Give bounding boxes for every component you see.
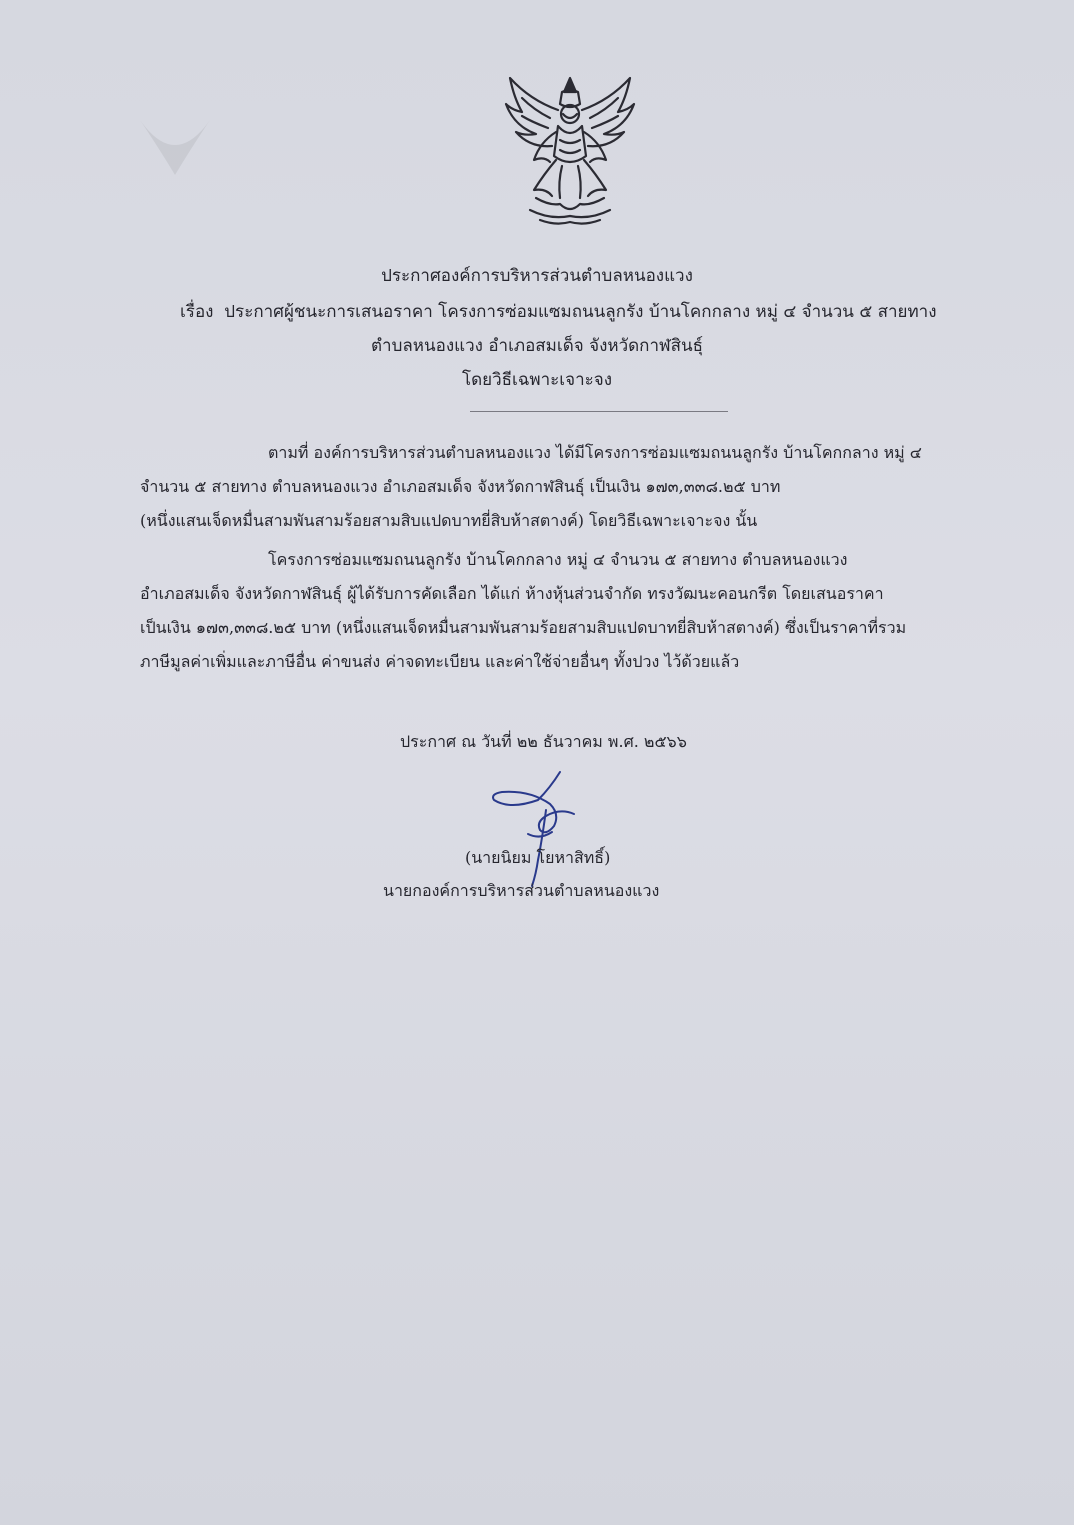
subject-text: ประกาศผู้ชนะการเสนอราคา โครงการซ่อมแซมถนนลูกรัง บ้านโคกกลาง หมู่ ๔ จำนวน ๕ สายทาง (224, 302, 937, 322)
document-title: ประกาศองค์การบริหารส่วนตำบลหนองแวง (381, 266, 693, 286)
signatory-position: นายกองค์การบริหารส่วนตำบลหนองแวง (383, 881, 660, 900)
paragraph1-line1: ตามที่ องค์การบริหารส่วนตำบลหนองแวง ได้มีโครงการซ่อมแซมถนนลูกรัง บ้านโคกกลาง หมู่ ๔ (268, 443, 922, 462)
paragraph2-line1: โครงการซ่อมแซมถนนลูกรัง บ้านโคกกลาง หมู่ ๔ จำนวน ๕ สายทาง ตำบลหนองแวง (268, 550, 848, 569)
signatory-name: (นายนิยม โยหาสิทธิ์) (465, 848, 611, 867)
announcement-date: ประกาศ ณ วันที่ ๒๒ ธันวาคม พ.ศ. ๒๕๖๖ (400, 732, 687, 751)
bleed-through-mark (130, 110, 220, 180)
garuda-emblem-icon (500, 70, 640, 230)
subject-method: โดยวิธีเฉพาะเจาะจง (461, 370, 613, 390)
paragraph1-line2: จำนวน ๕ สายทาง ตำบลหนองแวง อำเภอสมเด็จ จังหวัดกาฬสินธุ์ เป็นเงิน ๑๗๓,๓๓๘.๒๕ บาท (140, 477, 781, 496)
paragraph1-line3: (หนึ่งแสนเจ็ดหมื่นสามพันสามร้อยสามสิบแปดบาทยี่สิบห้าสตางค์) โดยวิธีเฉพาะเจาะจง นั้น (140, 511, 758, 530)
subject-line (180, 298, 937, 325)
paragraph2-line4: ภาษีมูลค่าเพิ่มและภาษีอื่น ค่าขนส่ง ค่าจดทะเบียน และค่าใช้จ่ายอื่นๆ ทั้งปวง ไว้ด้วยแล้ว (140, 652, 740, 671)
header-divider (470, 411, 728, 412)
subject-label: เรื่อง (180, 302, 214, 322)
handwritten-signature (480, 770, 590, 890)
subject-location: ตำบลหนองแวง อำเภอสมเด็จ จังหวัดกาฬสินธุ์ (370, 336, 703, 356)
paragraph2-line3: เป็นเงิน ๑๗๓,๓๓๘.๒๕ บาท (หนึ่งแสนเจ็ดหมื่นสามพันสามร้อยสามสิบแปดบาทยี่สิบห้าสตางค์) ซึ่งเป็นราคาที่รวม (140, 618, 907, 637)
paragraph2-line2: อำเภอสมเด็จ จังหวัดกาฬสินธุ์ ผู้ได้รับการคัดเลือก ได้แก่ ห้างหุ้นส่วนจำกัด ทรงวัฒนะคอนกรีต โดยเสนอราคา (140, 584, 884, 603)
